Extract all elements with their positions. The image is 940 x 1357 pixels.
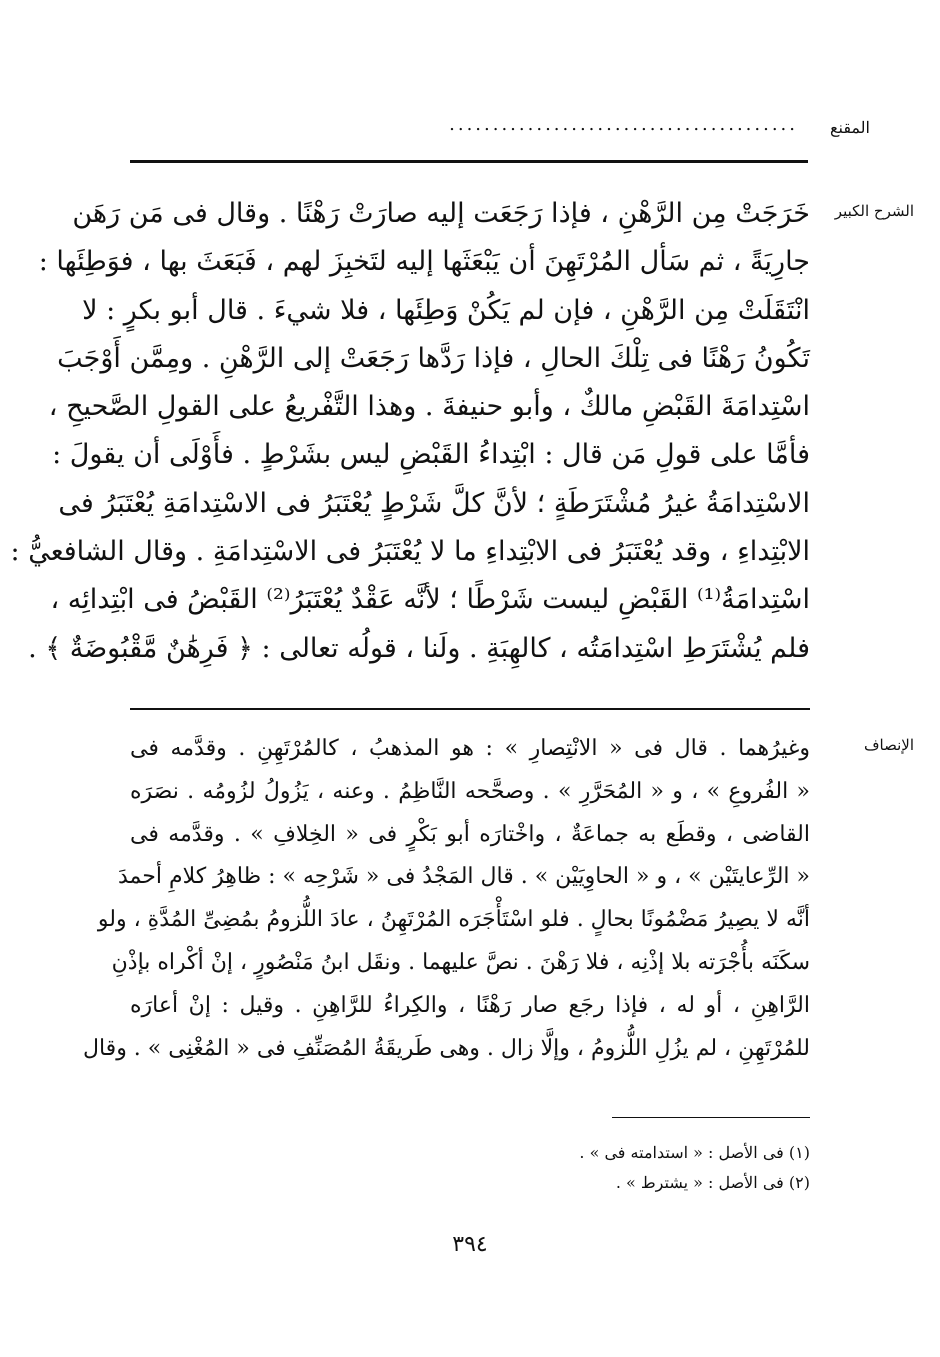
insaf-line: « الفُروعِ » ، و « المُحَرَّرِ » . وصحَّحه النَّاظِمُ . وعنه ، يَزُولُ لزُومُه . نصَرَه — [130, 778, 810, 804]
insaf-line: وغيرُهما . قال فى « الانْتِصارِ » : هو المذهبُ ، كالمُرْتَهِنِ . وقدَّمه فى — [130, 736, 810, 761]
insaf-text — [82, 728, 810, 1070]
insaf-line: الرَّاهِنِ ، أو له ، فإذا رجَع صار رَهْنًا ، والكِراءُ للرَّاهِنِ . وقيل : إنْ أعارَه — [130, 992, 810, 1018]
sharh-line: انْتَقَلَتْ مِن الرَّهْنِ ، فإن لم يَكُنْ وَطِئَها ، فلا شيءَ . قال أبو بكرٍ : لا — [82, 294, 810, 326]
footnotes — [130, 1138, 810, 1198]
sharh-label: الشرح الكبير — [834, 202, 914, 220]
header-rule — [130, 160, 808, 163]
sharh-line: تَكُونُ رَهْنًا فى تِلْكَ الحالِ ، فإذا رَدَّها رَجَعَتْ إلى الرَّهْنِ . ومِمَّن أَوْجَبَ — [57, 342, 810, 374]
page-number: ٣٩٤ — [452, 1232, 488, 1257]
footnote: (١) فى الأصل : « استدامته فى » . — [579, 1143, 810, 1162]
sharh-line: خَرَجَتْ مِن الرَّهْنِ ، فإذا رَجَعَت إليه صارَتْ رَهْنًا . وقال فى مَن رَهَن — [72, 198, 810, 229]
insaf-line: أنَّه لا يصِيرُ مَضْمُونًا بحالٍ . فلو اسْتَأْجَرَه المُرْتَهِنُ ، عادَ اللُّزومُ بمُضِىِّ المُدَّةِ ، ولو — [97, 907, 810, 933]
insaf-line: للمُرْتَهِنِ ، لم يزُلِ اللُّزومُ ، وإلَّا زال . وهى طَريقَةُ المُصَنِّفِ فى « المُغْنِى » . وقال — [82, 1035, 810, 1061]
sharh-line: الابْتِداءِ ، وقد يُعْتَبَرُ فى الابْتِداءِ ما لا يُعْتَبَرُ فى الاسْتِدامَةِ . وقال الشافعيُّ : — [10, 536, 810, 568]
sharh-line: الاسْتِدامَةُ غيرُ مُشْتَرَطَةٍ ؛ لأنَّ كلَّ شَرْطٍ يُعْتَبَرُ فى الاسْتِدامَةِ يُعْتَبَرُ فى — [58, 487, 810, 519]
footnote: (٢) فى الأصل : « يشترط » . — [615, 1173, 810, 1192]
insaf-label: الإنصاف — [863, 736, 914, 754]
sharh-line: جارِيَةً ، ثم سَأل المُرْتَهِنَ أن يَبْعَثَها إليه لتَخبِزَ لهم ، فَبَعَثَ بها ، فوَطِئَها : — [38, 246, 810, 278]
sharh-line: اسْتِدامَةُ⁽¹⁾ القَبْضِ ليست شَرْطًا ؛ لأنَّه عَقْدٌ يُعْتَبَرُ⁽²⁾ القَبْضُ فى ابْتِدائِه ، — [50, 584, 810, 616]
sharh-line: فأمَّا على قولِ مَن قال : ابْتِداءُ القَبْضِ ليس بشَرْطٍ . فأَوْلَى أن يقولَ : — [52, 439, 810, 471]
insaf-line: القاضى ، وقطَع به جماعَةٌ ، واخْتارَه أبو بَكْرٍ فى « الخِلافِ » . وقدَّمه فى — [130, 821, 810, 847]
sharh-text — [10, 190, 810, 673]
section-divider — [130, 708, 810, 710]
insaf-line: سكَنَه بأُجْرَته بلا إذْنِه ، فلا رَهْنَ . نصَّ عليهما . ونقَل ابنُ مَنْصُورٍ ، إنْ أكْراه بإذْنِ — [111, 949, 810, 975]
running-header — [130, 114, 870, 148]
sharh-line: فلم يُشْتَرَطِ اسْتِدامَتُه ، كالهِبَةِ . ولَنا ، قولُه تعالى : ﴿ فَرِهَٰنٌ مَّقْبُوضَةٌ ﴾ . — [28, 632, 810, 664]
footnote-rule — [612, 1117, 810, 1118]
insaf-line: « الرِّعايتَيْن » ، و « الحاوِيَيْن » . قال المَجْدُ فى « شَرْحِه » : ظاهِرُ كلامِ أحمدَ — [117, 864, 810, 890]
header-leader-dots: ........................................ — [449, 114, 798, 135]
book-title: المقنع — [829, 118, 870, 137]
sharh-line: اسْتِدامَةَ القَبْضِ مالكٌ ، وأبو حنيفةَ . وهذا التَّفْريعُ على القولِ الصَّحيحِ ، — [48, 391, 810, 423]
